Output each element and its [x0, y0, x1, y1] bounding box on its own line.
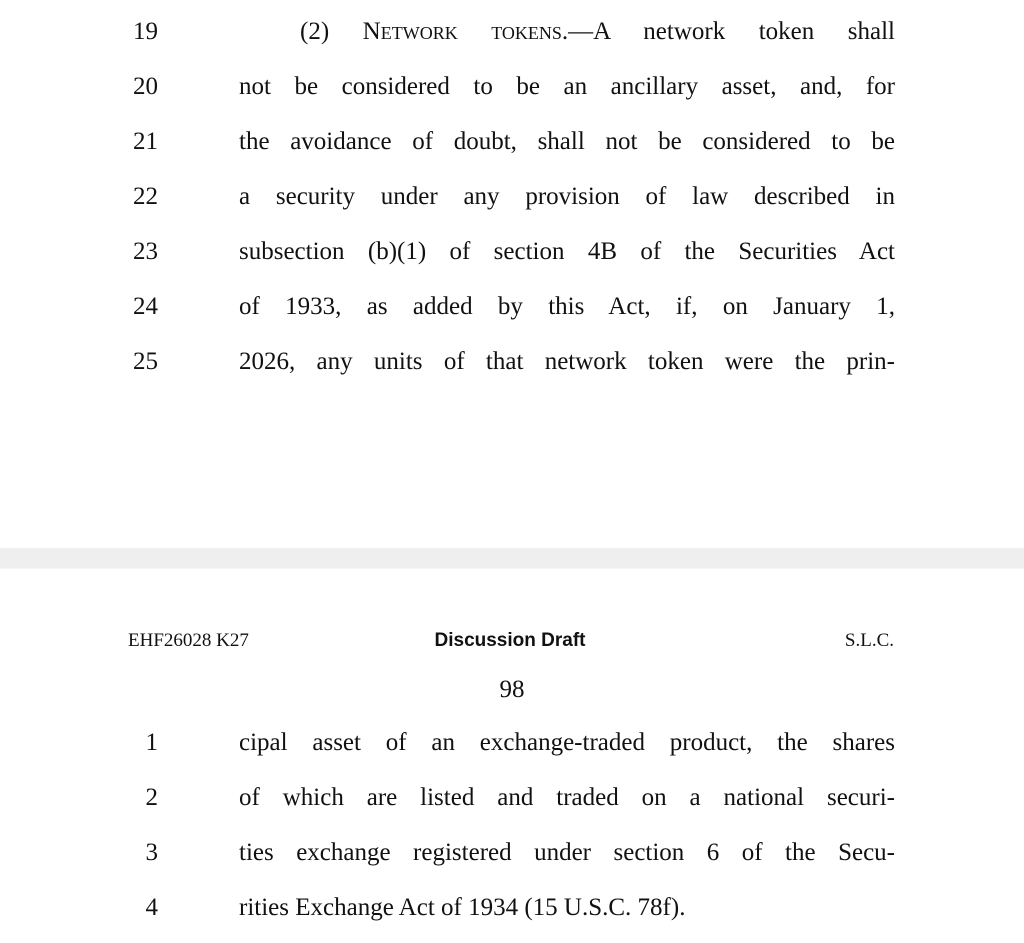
text-line: not be considered to be an ancillary asset, and, for — [239, 73, 895, 100]
text-line: subsection (b)(1) of section 4B of the Securities Act — [239, 238, 895, 265]
line-number: 4 — [145, 894, 158, 921]
text-line: ties exchange registered under section 6 of the Secu- — [239, 839, 895, 866]
text-line — [300, 17, 895, 47]
draft-title: Discussion Draft — [434, 630, 586, 651]
line-number: 19 — [133, 18, 158, 45]
line-number: 22 — [133, 183, 158, 210]
document-page-98 — [0, 569, 1024, 943]
slc-label: S.L.C. — [844, 630, 894, 651]
line-number: 23 — [133, 238, 158, 265]
line-number: 2 — [145, 784, 158, 811]
line-number: 3 — [145, 839, 158, 866]
text-line-rest: —A network token shall — [568, 18, 895, 45]
line-number: 24 — [133, 293, 158, 320]
paragraph-number: (2) — [300, 18, 363, 45]
line-number: 20 — [133, 73, 158, 100]
page-separator — [0, 548, 1024, 569]
text-line: the avoidance of doubt, shall not be considered to be — [239, 128, 895, 155]
document-id: EHF26028 K27 — [128, 630, 249, 651]
line-number: 25 — [133, 348, 158, 375]
text-line: 2026, any units of that network token were the prin- — [239, 348, 895, 375]
text-line: a security under any provision of law described in — [239, 183, 895, 210]
line-number: 21 — [133, 128, 158, 155]
line-number: 1 — [145, 729, 158, 756]
text-line: of 1933, as added by this Act, if, on January 1, — [239, 293, 895, 320]
text-line: cipal asset of an exchange-traded product, the shares — [239, 729, 895, 756]
paragraph-heading: Network tokens. — [362, 18, 569, 45]
page-number: 98 — [499, 676, 525, 703]
text-line: rities Exchange Act of 1934 (15 U.S.C. 78f). — [239, 894, 686, 921]
text-line: of which are listed and traded on a national securi- — [239, 784, 895, 811]
